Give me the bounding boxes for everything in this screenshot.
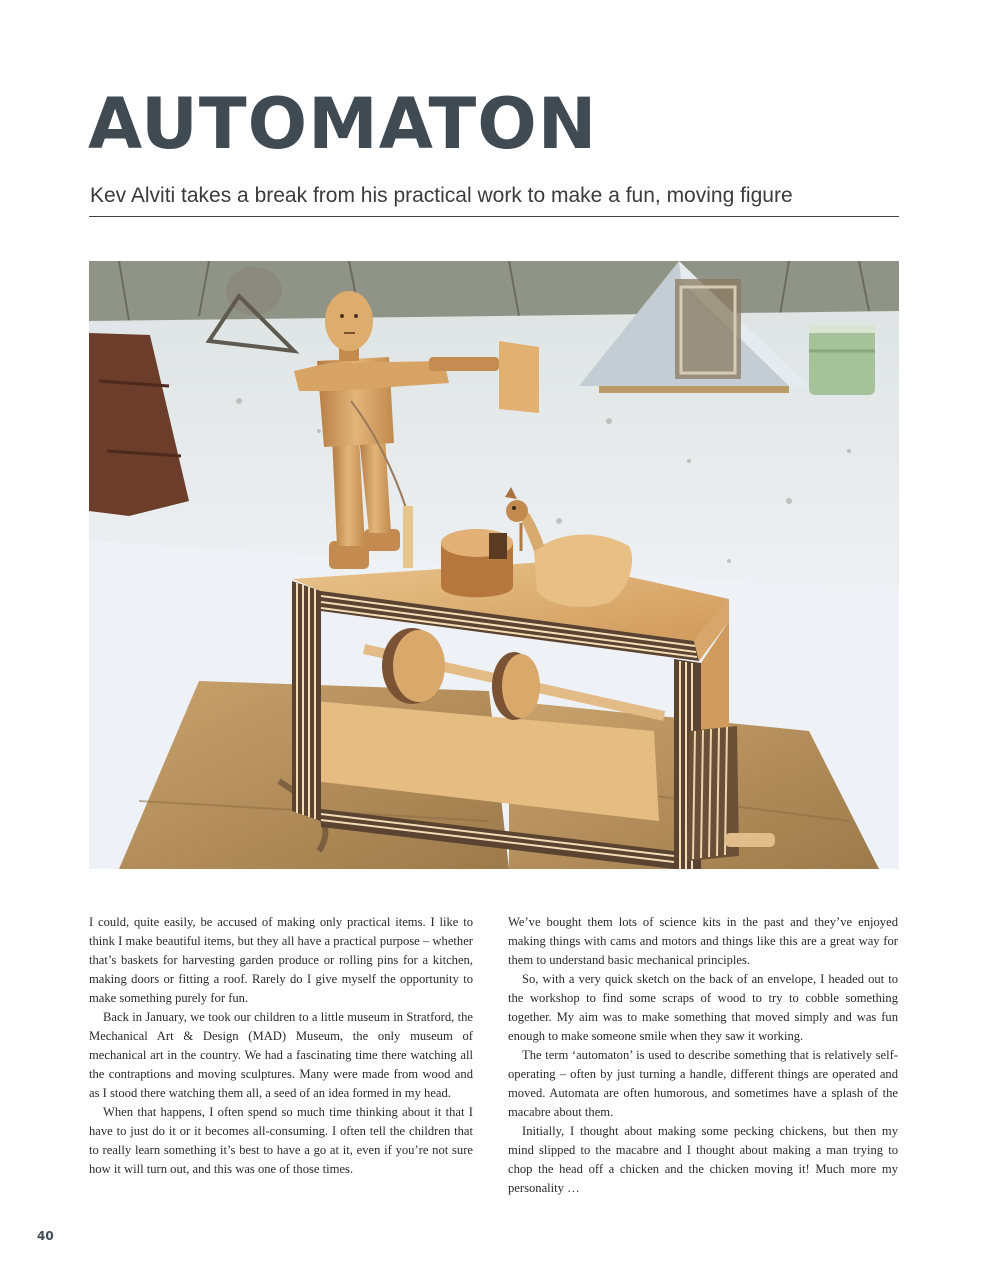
body-column-left bbox=[89, 913, 473, 1179]
title-divider bbox=[89, 216, 899, 217]
chopping-block bbox=[441, 529, 513, 597]
paragraph: Back in January, we took our children to a little museum in Stratford, the Mechanical Art & Design (MAD) Museum, the only museum of mechanical art in the country. We had a fascinating time there watching all the contraptions and moving sculptures. Many were made from wood and as I stood there watching them all, a seed of an idea formed in my head. bbox=[89, 1010, 473, 1100]
page-number: 40 bbox=[37, 1229, 54, 1243]
paragraph: So, with a very quick sketch on the back of an envelope, I headed out to the workshop to find some scraps of wood to try to cobble something together. My aim was to make something that moved simply and was fun enough to make someone smile when they saw it working. bbox=[508, 972, 898, 1043]
article-standfirst: Kev Alviti takes a break from his practical work to make a fun, moving figure bbox=[90, 184, 793, 207]
automaton-photo bbox=[89, 261, 899, 869]
paragraph: I could, quite easily, be accused of making only practical items. I like to think I make beautiful items, but they all have a practical purpose – whether that’s baskets for harvesting garden produce or rolling pins for a kitchen, making doors or fitting a roof. Rarely do I give myself the opportunity to make something purely for fun. bbox=[89, 915, 473, 1005]
paragraph: When that happens, I often spend so much time thinking about it that I have to just do it or it becomes all-consuming. I often tell the children that to really learn something it’s best to have a go at it, even if you’re not sure how it will turn out, and this was one of those times. bbox=[89, 1105, 473, 1176]
green-barrel bbox=[809, 325, 875, 395]
paragraph: We’ve bought them lots of science kits in the past and they’ve enjoyed making things with cams and motors and things like this are a great way for them to understand basic mechanical principles. bbox=[508, 915, 898, 967]
paragraph: Initially, I thought about making some pecking chickens, but then my mind slipped to the macabre and I thought about making a man trying to chop the head off a chicken and the chicken moving it! Much more my personality … bbox=[508, 1124, 898, 1195]
body-column-right bbox=[508, 913, 898, 1198]
article-title: AUTOMATON bbox=[88, 83, 598, 165]
paragraph: The term ‘automaton’ is used to describe something that is relatively self-operating – often by just turning a handle, different things are operated and moved. Automata are often humorous, and sometimes have a splash of the macabre about them. bbox=[508, 1048, 898, 1119]
